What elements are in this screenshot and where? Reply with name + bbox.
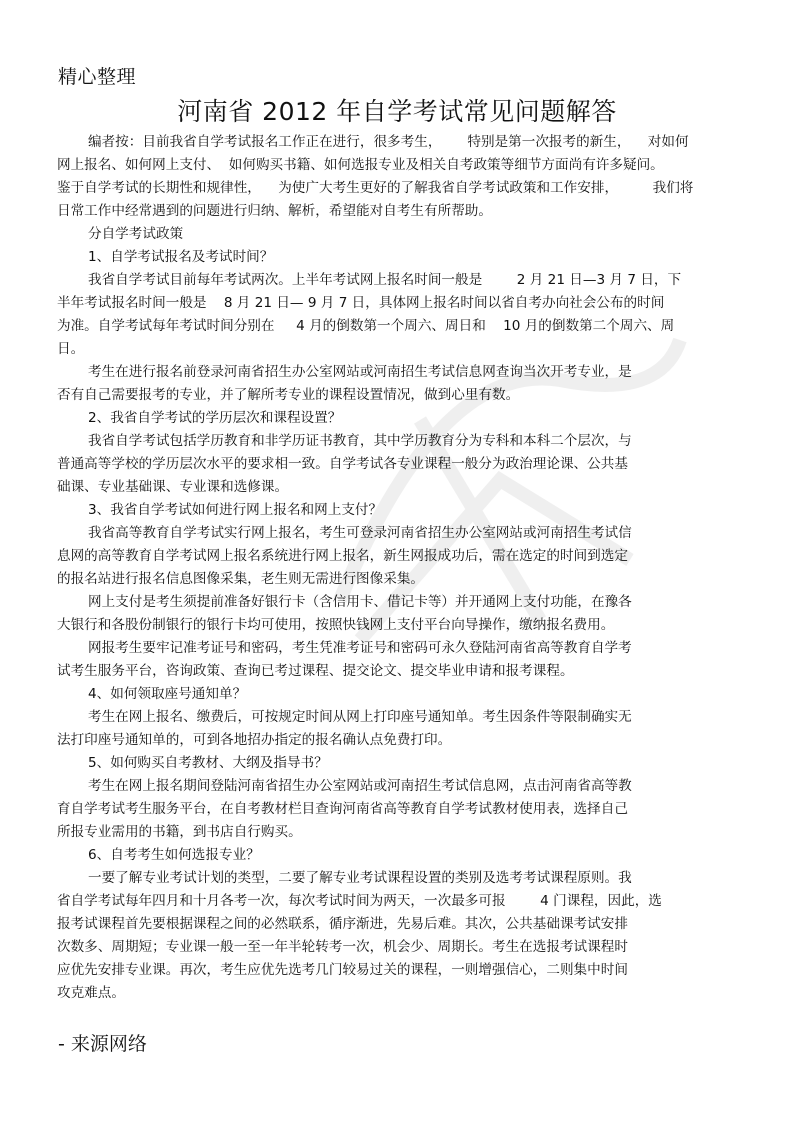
text-line: 网上支付是考生须提前准备好银行卡（含信用卡、借记卡等）并开通网上支付功能，在豫各 (88, 594, 632, 610)
question-heading: 6、自考考生如何选报专业？ (88, 847, 260, 863)
text-line: 报考试课程首先要根据课程之间的必然联系，循序渐进，先易后难。其次，公共基础课考试安排 (57, 916, 628, 932)
text-line: 否有自己需要报考的专业，并了解所考专业的课程设置情况，做到心里有数。 (57, 387, 520, 403)
text-line: 网报考生要牢记准考证号和密码，考生凭准考证号和密码可永久登陆河南省高等教育自学考 (88, 640, 632, 656)
question-heading: 4、如何领取座号通知单？ (88, 686, 247, 702)
text-line: 我省自学考试目前每年考试两次。上半年考试网上报名时间一般是 2 月 21 日—3 月 7 日，下 (88, 272, 682, 288)
text-line: 应优先安排专业课。再次，考生应优先选考几门较易过关的课程，一则增强信心，二则集中时间 (57, 962, 628, 978)
text-line: 试考生服务平台，咨询政策、查询已考过课程、提交论文、提交毕业申请和报考课程。 (57, 663, 574, 679)
text-line: 普通高等学校的学历层次水平的要求相一致。自学考试各专业课程一般分为政治理论课、公共基 (57, 456, 628, 472)
text-line: 法打印座号通知单的，可到各地招办指定的报名确认点免费打印。 (57, 732, 452, 748)
text-line: 育自学考试考生服务平台，在自考教材栏目查询河南省高等教育自学考试教材使用表，选择自己 (57, 801, 628, 817)
question-heading: 3、我省自学考试如何进行网上报名和网上支付？ (88, 502, 383, 518)
section-heading: 分自学考试政策 (88, 226, 184, 242)
text-line: 考生在进行报名前登录河南省招生办公室网站或河南招生考试信息网查询当次开考专业，是 (88, 364, 632, 380)
text-line: 日。 (57, 341, 85, 357)
text-line: 鉴于自学考试的长期性和规律性， 为使广大考生更好的了解我省自学考试政策和工作安排， 我们将 (57, 180, 694, 196)
text-line: 日常工作中经常遇到的问题进行归纳、解析，希望能对自考生有所帮助。 (57, 203, 492, 219)
question-heading: 1、自学考试报名及考试时间？ (88, 249, 274, 265)
text-line: 大银行和各股份制银行的银行卡均可使用，按照快钱网上支付平台向导操作，缴纳报名费用。 (57, 617, 615, 633)
text-line: 网上报名、如何网上支付、 如何购买书籍、如何选报专业及相关自考政策等细节方面尚有许多疑问。 (57, 157, 664, 173)
text-line: 半年考试报名时间一般是 8 月 21 日— 9 月 7 日，具体网上报名时间以省自考办向社会公布的时间 (57, 295, 665, 311)
text-line: 息网的高等教育自学考试网上报名系统进行网上报名，新生网报成功后，需在选定的时间到选定 (57, 548, 628, 564)
text-line: 编者按：目前我省自学考试报名工作正在进行，很多考生， 特别是第一次报考的新生， 对如何 (88, 134, 689, 150)
page-title: 河南省 2012 年自学考试常见问题解答 (177, 97, 617, 126)
text-line: 攻克难点。 (57, 985, 125, 1001)
text-line: 考生在网上报名、缴费后，可按规定时间从网上打印座号通知单。考生因条件等限制确实无 (88, 709, 632, 725)
question-heading: 2、我省自学考试的学历层次和课程设置？ (88, 410, 342, 426)
text-line: 所报专业需用的书籍，到书店自行购买。 (57, 824, 302, 840)
question-heading: 5、如何购买自考教材、大纲及指导书？ (88, 755, 328, 771)
header-tag: 精心整理 (58, 66, 137, 88)
text-line: 我省自学考试包括学历教育和非学历证书教育，其中学历教育分为专科和本科二个层次，与 (88, 433, 632, 449)
text-line: 的报名站进行报名信息图像采集，老生则无需进行图像采集。 (57, 571, 425, 587)
text-line: 一要了解专业考试计划的类型，二要了解专业考试课程设置的类别及选考考试课程原则。我 (88, 870, 632, 886)
text-line: 我省高等教育自学考试实行网上报名，考生可登录河南省招生办公室网站或河南招生考试信 (88, 525, 632, 541)
text-line: 考生在网上报名期间登陆河南省招生办公室网站或河南招生考试信息网，点击河南省高等教 (88, 778, 632, 794)
text-line: 为准。自学考试每年考试时间分别在 4 月的倒数第一个周六、周日和 10 月的倒数第二个周六、周 (57, 318, 675, 334)
text-line: 础课、专业基础课、专业课和选修课。 (57, 479, 289, 495)
text-line: 次数多、周期短；专业课一般一至一年半轮转考一次，机会少、周期长。考生在选报考试课程时 (57, 939, 628, 955)
source-footer: - 来源网络 (58, 1033, 147, 1055)
text-line: 省自学考试每年四月和十月各考一次，每次考试时间为两天，一次最多可报 4 门课程，因此，选 (57, 893, 662, 909)
